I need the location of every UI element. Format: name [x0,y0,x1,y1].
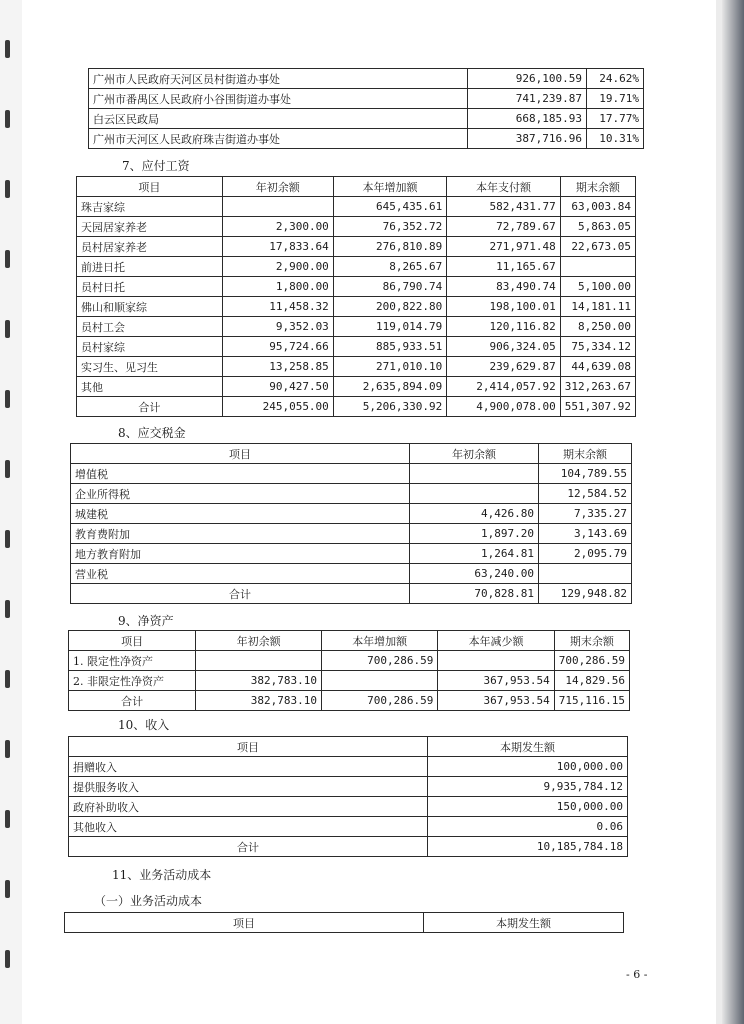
activity-cost-table [64,912,624,933]
table-row [89,69,644,89]
table-row [71,524,632,544]
value-cell: 2,900.00 [222,257,333,277]
value-cell: 0.06 [428,817,628,837]
cell-pct: 19.71% [587,89,644,109]
value-cell [322,671,438,691]
value-cell: 382,783.10 [196,691,322,711]
value-cell: 645,435.61 [333,197,446,217]
value-cell: 5,863.05 [560,217,635,237]
cell-name: 广州市番禺区人民政府小谷围街道办事处 [89,89,468,109]
row-label: 天园居家养老 [77,217,223,237]
table-row [69,757,628,777]
table-row [69,837,628,857]
table-row [71,484,632,504]
value-cell: 13,258.85 [222,357,333,377]
value-cell [410,484,539,504]
header-cell: 项目 [69,737,428,757]
value-cell: 150,000.00 [428,797,628,817]
header-cell: 本期发生额 [424,913,624,933]
row-label: 员村家综 [77,337,223,357]
value-cell: 63,240.00 [410,564,539,584]
binder-ring [5,600,10,618]
value-cell: 120,116.82 [447,317,561,337]
value-cell [539,564,632,584]
value-cell: 582,431.77 [447,197,561,217]
value-cell: 885,933.51 [333,337,446,357]
binder-ring [5,40,10,58]
value-cell: 11,165.67 [447,257,561,277]
section-heading: 8、应交税金 [118,426,186,440]
row-label: 员村居家养老 [77,237,223,257]
binder-ring [5,250,10,268]
header-cell: 项目 [71,444,410,464]
binder-ring [5,880,10,898]
table-header-row [71,444,632,464]
cell-amount: 668,185.93 [468,109,587,129]
table-header-row [69,737,628,757]
value-cell: 86,790.74 [333,277,446,297]
table-row [77,217,636,237]
table-row [77,317,636,337]
header-cell: 期末余额 [560,177,635,197]
row-label: 合计 [69,691,196,711]
header-cell: 本年减少额 [438,631,554,651]
value-cell: 17,833.64 [222,237,333,257]
section-heading: 10、收入 [118,718,170,732]
header-cell: 期末余额 [554,631,629,651]
value-cell: 11,458.32 [222,297,333,317]
value-cell: 75,334.12 [560,337,635,357]
value-cell [438,651,554,671]
value-cell: 63,003.84 [560,197,635,217]
table-row [77,377,636,397]
value-cell: 90,427.50 [222,377,333,397]
table-header-row [77,177,636,197]
binder-ring [5,670,10,688]
table-row [69,691,630,711]
value-cell: 276,810.89 [333,237,446,257]
value-cell: 1,897.20 [410,524,539,544]
value-cell: 10,185,784.18 [428,837,628,857]
header-cell: 项目 [77,177,223,197]
table-row [77,337,636,357]
value-cell: 4,426.80 [410,504,539,524]
cell-name: 广州市天河区人民政府珠吉街道办事处 [89,129,468,149]
binder-ring [5,110,10,128]
value-cell: 22,673.05 [560,237,635,257]
row-label: 珠吉家综 [77,197,223,217]
table-row [69,797,628,817]
row-label: 实习生、见习生 [77,357,223,377]
table-row [77,357,636,377]
binder-strip [0,0,22,1024]
value-cell: 3,143.69 [539,524,632,544]
value-cell: 382,783.10 [196,671,322,691]
value-cell: 14,181.11 [560,297,635,317]
table-row [77,197,636,217]
value-cell: 700,286.59 [322,691,438,711]
header-cell: 本年增加额 [333,177,446,197]
table-row [71,544,632,564]
row-label: 1. 限定性净资产 [69,651,196,671]
table-row [77,237,636,257]
cell-amount: 926,100.59 [468,69,587,89]
value-cell: 1,800.00 [222,277,333,297]
table-row [71,504,632,524]
table-row [89,89,644,109]
value-cell: 119,014.79 [333,317,446,337]
value-cell: 271,971.48 [447,237,561,257]
header-cell: 项目 [69,631,196,651]
table-header-row [69,631,630,651]
table-row [77,397,636,417]
row-label: 增值税 [71,464,410,484]
value-cell: 312,263.67 [560,377,635,397]
net-assets-table [68,630,630,711]
value-cell: 367,953.54 [438,691,554,711]
row-label: 地方教育附加 [71,544,410,564]
value-cell: 8,250.00 [560,317,635,337]
value-cell: 4,900,078.00 [447,397,561,417]
value-cell: 906,324.05 [447,337,561,357]
value-cell: 104,789.55 [539,464,632,484]
value-cell: 5,206,330.92 [333,397,446,417]
taxes-table [70,443,632,604]
value-cell: 367,953.54 [438,671,554,691]
binder-ring [5,950,10,968]
value-cell: 2,414,057.92 [447,377,561,397]
header-cell: 年初余额 [410,444,539,464]
binder-ring [5,460,10,478]
binder-ring [5,320,10,338]
header-cell: 本期发生额 [428,737,628,757]
payroll-table [76,176,636,417]
binder-ring [5,740,10,758]
value-cell: 100,000.00 [428,757,628,777]
value-cell: 129,948.82 [539,584,632,604]
row-label: 佛山和顺家综 [77,297,223,317]
income-table [68,736,628,857]
value-cell [410,464,539,484]
value-cell: 9,352.03 [222,317,333,337]
value-cell: 70,828.81 [410,584,539,604]
binder-ring [5,530,10,548]
value-cell: 2,300.00 [222,217,333,237]
value-cell: 9,935,784.12 [428,777,628,797]
value-cell: 44,639.08 [560,357,635,377]
value-cell: 551,307.92 [560,397,635,417]
value-cell: 83,490.74 [447,277,561,297]
value-cell: 8,265.67 [333,257,446,277]
row-label: 合计 [69,837,428,857]
row-label: 提供服务收入 [69,777,428,797]
value-cell: 700,286.59 [554,651,629,671]
value-cell: 72,789.67 [447,217,561,237]
row-label: 其他收入 [69,817,428,837]
value-cell: 700,286.59 [322,651,438,671]
section-heading: 9、净资产 [118,614,174,628]
table-row [69,777,628,797]
row-label: 营业税 [71,564,410,584]
book-edge [722,0,744,1024]
table-row [71,564,632,584]
row-label: 合计 [71,584,410,604]
value-cell: 12,584.52 [539,484,632,504]
value-cell: 245,055.00 [222,397,333,417]
row-label: 合计 [77,397,223,417]
value-cell [196,651,322,671]
table-row [69,671,630,691]
header-cell: 本年支付额 [447,177,561,197]
value-cell: 95,724.66 [222,337,333,357]
cell-amount: 387,716.96 [468,129,587,149]
value-cell: 2,635,894.09 [333,377,446,397]
row-label: 政府补助收入 [69,797,428,817]
value-cell: 715,116.15 [554,691,629,711]
table-row [71,464,632,484]
value-cell: 239,629.87 [447,357,561,377]
row-label: 城建税 [71,504,410,524]
row-label: 捐赠收入 [69,757,428,777]
receivables-table [88,68,644,149]
section-subheading: （一）业务活动成本 [94,894,203,908]
row-label: 员村工会 [77,317,223,337]
row-label: 企业所得税 [71,484,410,504]
value-cell: 5,100.00 [560,277,635,297]
cell-pct: 24.62% [587,69,644,89]
table-row [69,817,628,837]
table-row [77,257,636,277]
binder-ring [5,390,10,408]
table-row [89,129,644,149]
row-label: 其他 [77,377,223,397]
header-cell: 项目 [65,913,424,933]
value-cell: 198,100.01 [447,297,561,317]
header-cell: 年初余额 [222,177,333,197]
table-row [77,297,636,317]
table-header-row [65,913,624,933]
value-cell: 2,095.79 [539,544,632,564]
cell-amount: 741,239.87 [468,89,587,109]
cell-name: 白云区民政局 [89,109,468,129]
row-label: 教育费附加 [71,524,410,544]
value-cell: 14,829.56 [554,671,629,691]
table-row [71,584,632,604]
value-cell: 7,335.27 [539,504,632,524]
row-label: 前进日托 [77,257,223,277]
binder-ring [5,180,10,198]
value-cell: 271,010.10 [333,357,446,377]
header-cell: 本年增加额 [322,631,438,651]
value-cell: 1,264.81 [410,544,539,564]
section-heading: 7、应付工资 [122,159,190,173]
red-seal-stamp [704,600,718,750]
value-cell: 200,822.80 [333,297,446,317]
cell-pct: 10.31% [587,129,644,149]
value-cell [560,257,635,277]
header-cell: 年初余额 [196,631,322,651]
value-cell [222,197,333,217]
binder-ring [5,810,10,828]
cell-name: 广州市人民政府天河区员村街道办事处 [89,69,468,89]
row-label: 员村日托 [77,277,223,297]
table-row [89,109,644,129]
page-number: - 6 - [626,968,648,981]
cell-pct: 17.77% [587,109,644,129]
value-cell: 76,352.72 [333,217,446,237]
table-row [77,277,636,297]
header-cell: 期末余额 [539,444,632,464]
section-heading: 11、业务活动成本 [112,868,212,882]
table-row [69,651,630,671]
row-label: 2. 非限定性净资产 [69,671,196,691]
